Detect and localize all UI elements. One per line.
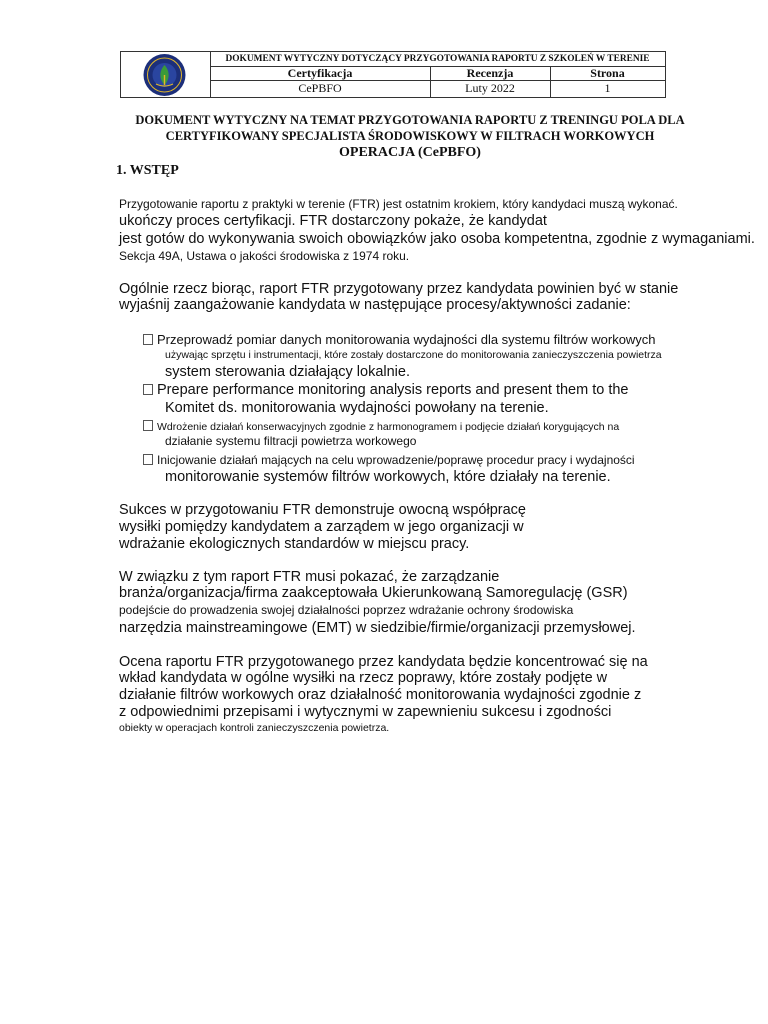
para2-line-1: Ogólnie rzecz biorąc, raport FTR przygotowany przez kandydata powinien być w stanie: [119, 281, 679, 297]
bullet-item-3: [143, 420, 619, 433]
para5-line-2: wkład kandydata w ogólne wysiłki na rzecz poprawy, które zostały podjęte w: [119, 670, 608, 686]
intro-line-4: Sekcja 49A, Ustawa o jakości środowiska z 1974 roku.: [119, 249, 410, 263]
bullet-4-line-2: monitorowanie systemów filtrów workowych, które działały na terenie.: [165, 469, 611, 485]
intro-line-2: ukończy proces certyfikacji. FTR dostarczony pokaże, że kandydat: [119, 213, 547, 229]
bullet-1-line-1: Przeprowadź pomiar danych monitorowania wydajności dla systemu filtrów workowych: [157, 332, 656, 347]
header-certification-label: Certyfikacja: [210, 66, 430, 81]
para2-line-2: wyjaśnij zaangażowanie kandydata w następujące procesy/aktywności zadanie:: [119, 297, 631, 313]
bullet-4-line-1: Inicjowanie działań mających na celu wprowadzenie/poprawę procedur pracy i wydajności: [157, 453, 635, 467]
para3-line-3: wdrażanie ekologicznych standardów w miejscu pracy.: [119, 536, 470, 552]
document-header-table: [120, 51, 666, 98]
title-line-2: CERTYFIKOWANY SPECJALISTA ŚRODOWISKOWY W FILTRACH WORKOWYCH: [165, 129, 655, 143]
para3-line-2: wysiłki pomiędzy kandydatem a zarządem w jego organizacji w: [119, 519, 524, 535]
document-title: [110, 112, 710, 161]
section-heading: 1. WSTĘP: [116, 163, 179, 178]
header-certification-cell: [210, 66, 431, 97]
intro-line-3: jest gotów do wykonywania swoich obowiązków jako osoba kompetentna, zgodnie z wymaganiami.: [119, 231, 755, 247]
title-line-3: OPERACJA (CePBFO): [339, 145, 481, 160]
checkbox-bullet-icon: [143, 384, 153, 395]
para5-line-5: obiekty w operacjach kontroli zanieczyszczenia powietrza.: [119, 722, 390, 734]
checkbox-bullet-icon: [143, 334, 153, 345]
bullet-item-2: [143, 382, 629, 398]
organization-seal-icon: [142, 53, 187, 97]
checkbox-bullet-icon: [143, 420, 153, 431]
para5-line-1: Ocena raportu FTR przygotowanego przez kandydata będzie koncentrować się na: [119, 654, 648, 670]
para4-line-4: narzędzia mainstreamingowe (EMT) w siedzibie/firmie/organizacji przemysłowej.: [119, 620, 636, 636]
bullet-1-line-2: używając sprzętu i instrumentacji, które zostały dostarczone do monitorowania zanieczyszczenia powietrza: [165, 349, 662, 361]
header-review-label: Recenzja: [430, 66, 550, 81]
para5-line-3: działanie filtrów workowych oraz działalność monitorowania wydajności zgodnie z: [119, 687, 642, 703]
header-document-title: DOKUMENT WYTYCZNY DOTYCZĄCY PRZYGOTOWANIA RAPORTU Z SZKOLEŃ W TERENIE: [210, 52, 665, 67]
title-line-1: DOKUMENT WYTYCZNY NA TEMAT PRZYGOTOWANIA RAPORTU Z TRENINGU POLA DLA: [135, 113, 685, 127]
bullet-item-1: [143, 332, 656, 347]
bullet-1-line-3: system sterowania działający lokalnie.: [165, 364, 410, 380]
header-page-label: Strona: [550, 66, 665, 81]
para3-line-1: Sukces w przygotowaniu FTR demonstruje owocną współpracę: [119, 502, 526, 518]
para4-line-1: W związku z tym raport FTR musi pokazać, że zarządzanie: [119, 569, 500, 585]
header-review-value: Luty 2022: [465, 81, 515, 95]
intro-line-1: Przygotowanie raportu z praktyki w terenie (FTR) jest ostatnim krokiem, który kandydaci muszą wykonać.: [119, 197, 678, 211]
bullet-2-line-1: Prepare performance monitoring analysis reports and present them to the: [157, 382, 629, 398]
header-page-cell: [550, 66, 665, 97]
logo-cell: [121, 52, 211, 97]
header-certification-value: CePBFO: [298, 81, 342, 95]
para5-line-4: z odpowiednimi przepisami i wytycznymi w zapewnieniu sukcesu i zgodności: [119, 704, 612, 720]
header-page-value: 1: [604, 81, 611, 95]
bullet-item-4: [143, 453, 635, 467]
bullet-2-line-2: Komitet ds. monitorowania wydajności powołany na terenie.: [165, 400, 549, 416]
header-review-cell: [430, 66, 551, 97]
bullet-3-line-1: Wdrożenie działań konserwacyjnych zgodnie z harmonogramem i podjęcie działań korygujących na: [157, 421, 620, 433]
para4-line-2: branża/organizacja/firma zaakceptowała Ukierunkowaną Samoregulację (GSR): [119, 585, 628, 601]
para4-line-3: podejście do prowadzenia swojej działalności poprzez wdrażanie ochrony środowiska: [119, 603, 574, 617]
bullet-3-line-2: działanie systemu filtracji powietrza workowego: [165, 434, 417, 448]
checkbox-bullet-icon: [143, 454, 153, 465]
